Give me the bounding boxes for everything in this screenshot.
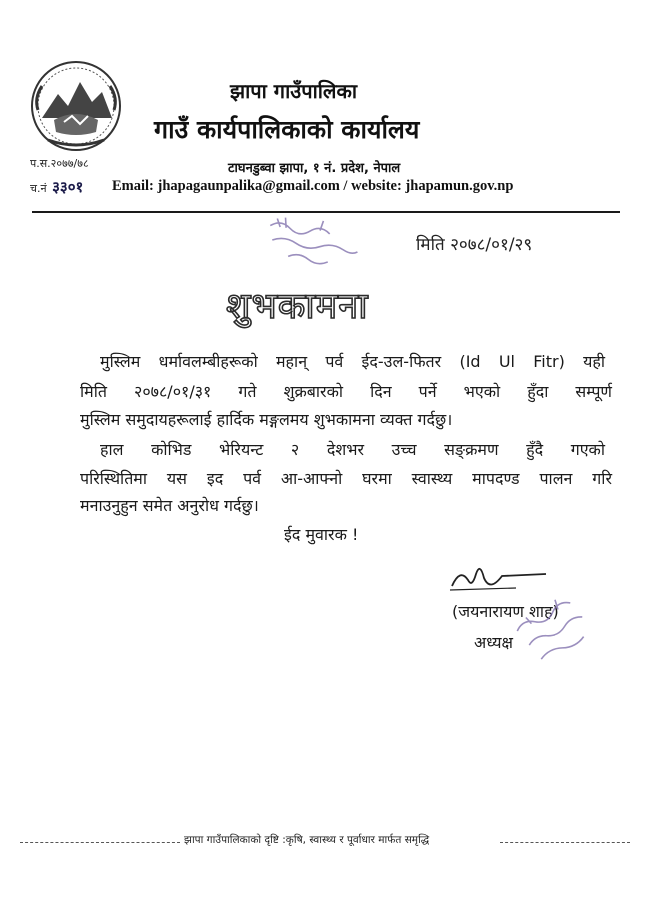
footer-rule-left — [20, 842, 180, 843]
letter-date: मिति २०७८/०१/२९ — [416, 235, 533, 255]
contact-line: Email: jhapagaunpalika@gmail.com / website: jhapamun.gov.np — [112, 178, 514, 194]
header-divider — [32, 211, 620, 213]
office-title: गाउँ कार्यपालिकाको कार्यालय — [154, 115, 420, 144]
office-stamp-top — [256, 207, 374, 284]
office-address: टाघनडुब्वा झापा, १ नं. प्रदेश, नेपाल — [228, 161, 401, 176]
handwritten-signature — [446, 558, 556, 594]
body-line-3: मुस्लिम समुदायहरूलाई हार्दिक मङ्गलमय शुभकामना व्यक्त गर्दछु। — [80, 410, 453, 429]
signatory-title: अध्यक्ष — [474, 633, 513, 652]
footer-vision: झापा गाउँपालिकाको दृष्टि :कृषि, स्वास्थ्य र पूर्वाधार मार्फत समृद्धि — [184, 834, 430, 846]
body-line-4: हाल कोभिड भेरियन्ट २ देशभर उच्च सङ्क्रमण हुँदै गएको — [100, 440, 605, 459]
body-line-6: मनाउनुहुन समेत अनुरोध गर्दछु। — [80, 496, 259, 515]
fiscal-year-ref: प.स.२०७७/७८ — [30, 157, 89, 170]
body-line-5: परिस्थितिमा यस इद पर्व आ-आफ्नो घरमा स्वास्थ्य मापदण्ड पालन गरि — [80, 469, 612, 488]
dispatch-label: च.नं — [30, 182, 47, 195]
signatory-name: (जयनारायण शाह) — [452, 602, 559, 621]
greeting-title: शुभकामना — [226, 286, 369, 327]
office-name: झापा गाउँपालिका — [230, 79, 358, 103]
body-line-1: मुस्लिम धर्मावलम्बीहरूको महान् पर्व ईद-उल-फितर (Id Ul Fitr) यही — [100, 352, 605, 371]
body-line-2: मिति २०७८/०१/३१ गते शुक्रबारको दिन पर्ने भएको हुँदा सम्पूर्ण — [80, 382, 612, 401]
nepal-emblem-icon — [28, 58, 124, 154]
footer-rule-right — [500, 842, 630, 843]
dispatch-ref — [30, 177, 83, 197]
closing-greeting: ईद मुवारक ! — [284, 525, 359, 544]
dispatch-number: ३३०१ — [52, 178, 84, 196]
